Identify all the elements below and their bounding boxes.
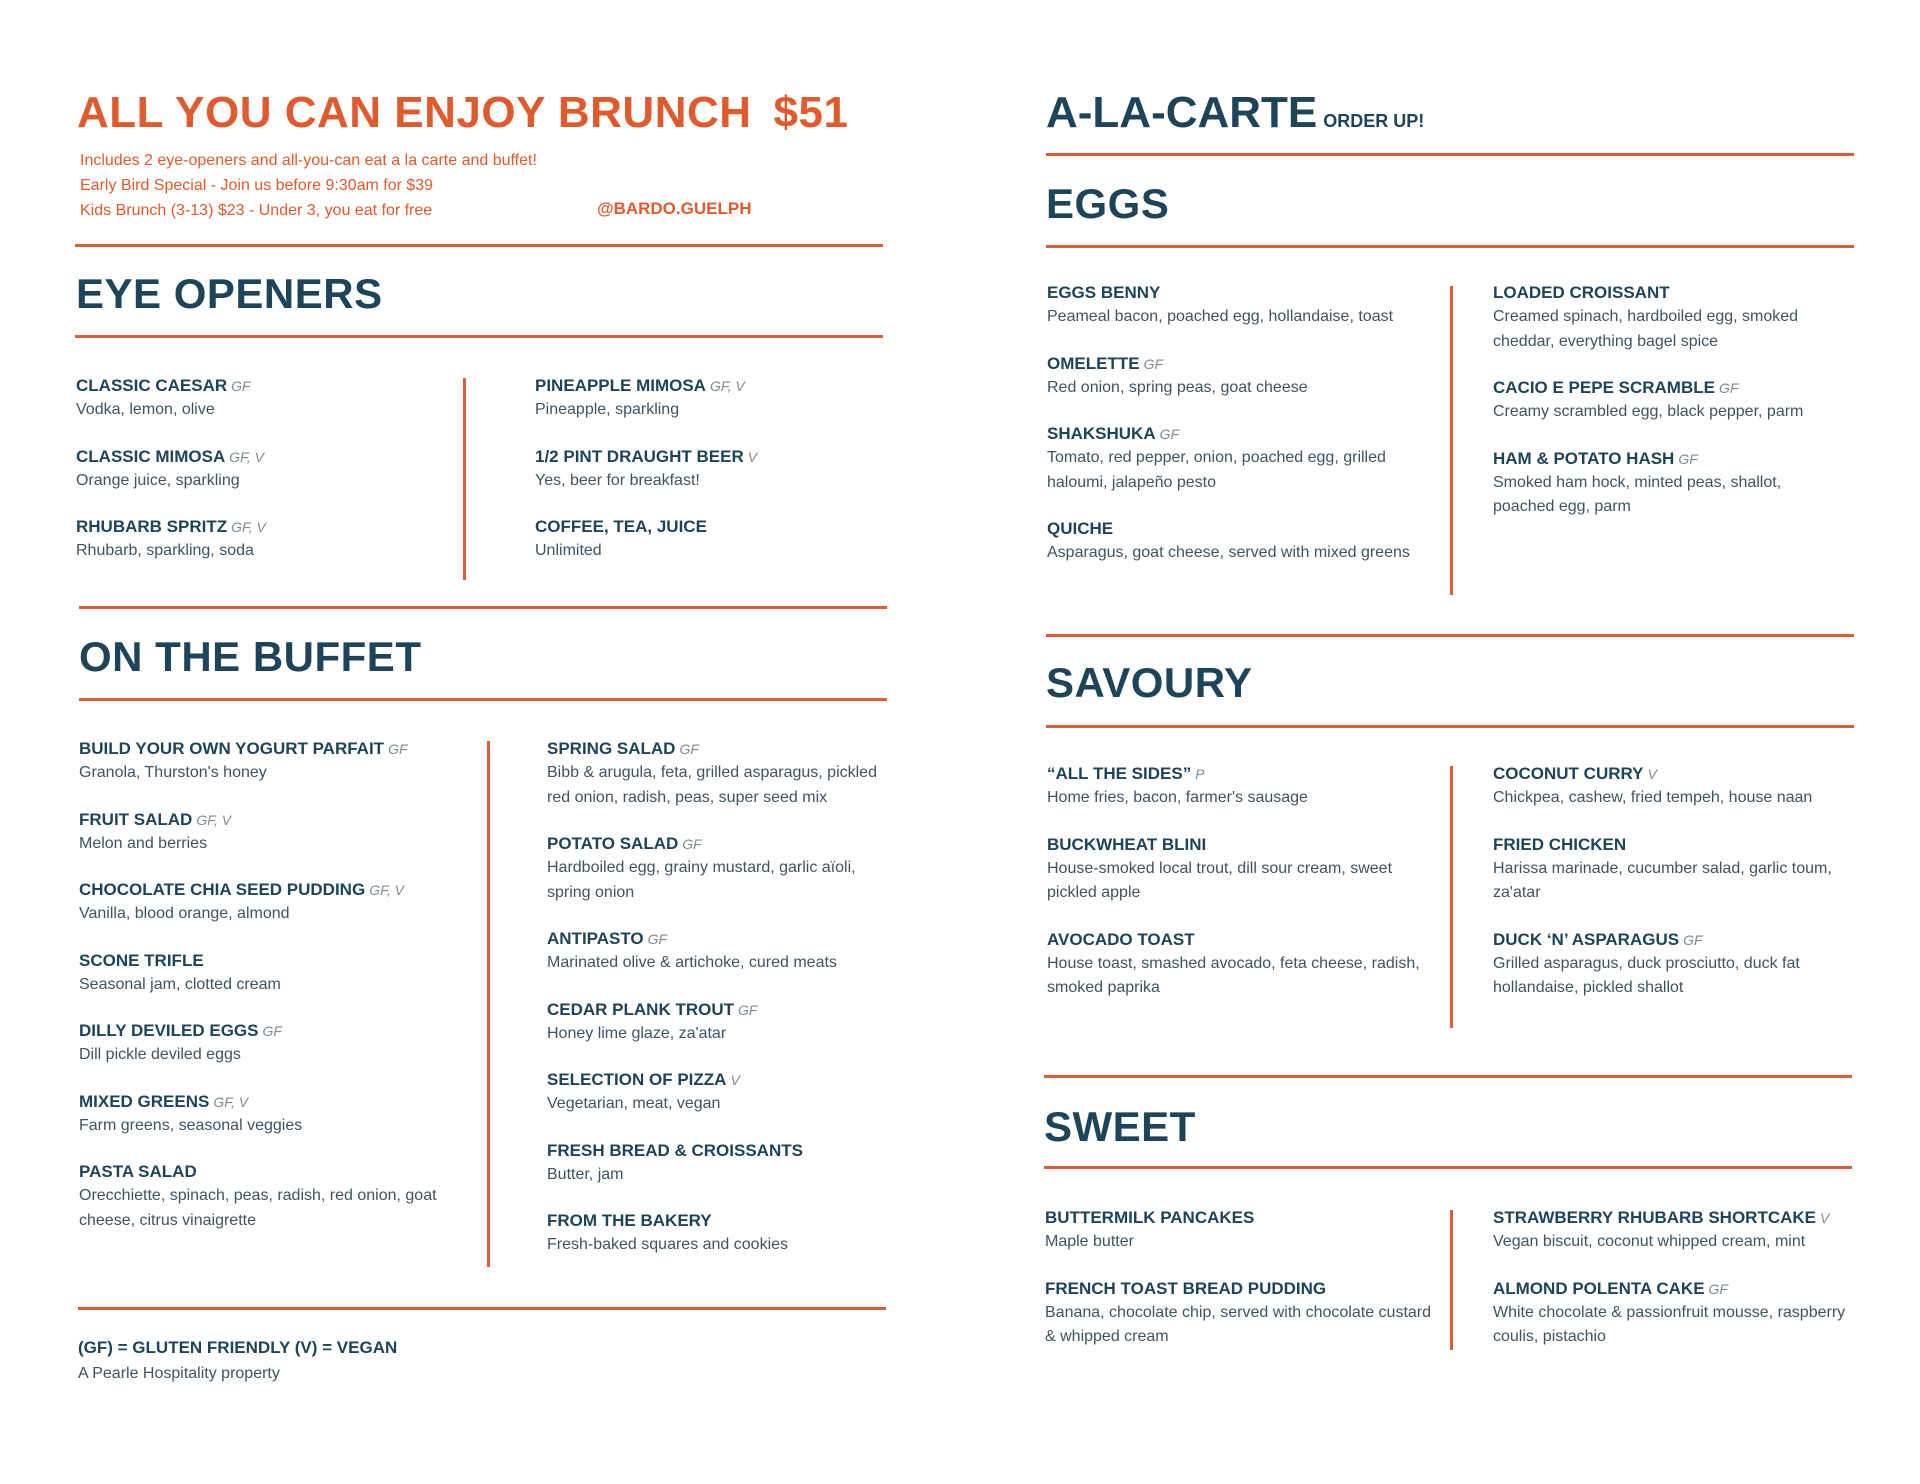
menu-item-description: Vodka, lemon, olive [76,401,215,418]
column-divider [463,378,466,580]
divider [1044,1075,1852,1078]
dietary-tag: GF, V [369,882,404,898]
menu-item [1493,447,1833,520]
menu-item-name [1047,762,1437,786]
eggs-right [1493,281,1833,542]
dietary-tag: GF [1708,1280,1728,1297]
menu-item-name [535,445,905,469]
menu-item-name [1047,281,1437,305]
menu-item-description: Red onion, spring peas, goat cheese [1047,378,1308,396]
brunch-title-text: ALL YOU CAN ENJOY BRUNCH [77,88,752,137]
menu-item-description: Tomato, red pepper, onion, poached egg, grilled haloumi, jalapeño pesto [1047,449,1386,491]
menu-item-name [1047,928,1437,952]
divider [79,606,887,609]
menu-item [79,878,489,927]
dietary-tag: GF [262,1023,282,1039]
menu-item-description: Rhubarb, sparkling, soda [76,542,254,559]
menu-item-description: Creamed spinach, hardboiled egg, smoked cheddar, everything bagel spice [1493,308,1799,350]
menu-item-description: Granola, Thurston's honey [79,764,267,781]
section-title-eggs: EGGS [1046,180,1170,227]
menu-item-title: DUCK ‘N’ ASPARAGUS [1493,929,1680,949]
menu-item-title: COFFEE, TEA, JUICE [535,517,707,536]
menu-item-name [1493,1277,1853,1301]
menu-item-title: FROM THE BAKERY [547,1211,712,1230]
property-credit: A Pearle Hospitality property [78,1365,280,1382]
menu-item-title: CLASSIC MIMOSA [76,446,226,466]
menu-item-description: Yes, beer for breakfast! [535,471,700,489]
dietary-tag: GF [1678,450,1698,467]
column-divider [1450,286,1453,595]
dietary-tag: GF [679,741,699,757]
dietary-tag: GF, V [196,811,232,828]
menu-item-title: “ALL THE SIDES” [1047,764,1192,783]
menu-item-title: FRUIT SALAD [79,809,193,829]
dietary-tag: P [1195,766,1205,782]
sweet-left [1045,1206,1435,1372]
dietary-tag: GF [647,931,668,947]
intro-line: Early Bird Special - Join us before 9:30am for $39 [80,177,434,194]
menu-item-description: Vegetarian, meat, vegan [547,1095,721,1112]
brunch-price: $51 [773,88,849,137]
section-title-eye-openers: EYE OPENERS [76,270,383,317]
menu-item-title: ALMOND POLENTA CAKE [1493,1278,1705,1298]
menu-item-name [1493,762,1833,786]
menu-item [547,832,887,905]
menu-item-title: PINEAPPLE MIMOSA [535,376,706,395]
menu-item-name [79,808,489,832]
menu-item-name [535,374,905,398]
menu-item [1493,281,1833,354]
dietary-tag: GF [1718,380,1739,396]
menu-item-description: Harissa marinade, cucumber salad, garlic toum, za'atar [1493,859,1832,901]
menu-item [547,1139,887,1188]
savoury-left [1047,762,1437,1023]
menu-item-title: BUCKWHEAT BLINI [1047,834,1207,854]
menu-item-name [547,1139,887,1163]
dietary-tag: GF [682,836,702,852]
menu-item-name [547,1068,887,1092]
menu-item-description: Smoked ham hock, minted peas, shallot, poached egg, parm [1493,473,1782,515]
menu-item [535,515,905,564]
divider [75,244,883,247]
menu-item [1493,376,1833,425]
menu-item-title: CACIO E PEPE SCRAMBLE [1493,378,1715,397]
divider [78,1307,886,1310]
menu-item [1493,1277,1853,1350]
column-divider [1450,1210,1453,1350]
section-title-savoury: SAVOURY [1046,659,1253,706]
menu-item-description: Pineapple, sparkling [535,401,680,418]
menu-item-name [79,737,489,761]
menu-item [535,374,905,423]
menu-item [1047,762,1437,811]
menu-item-name [1047,352,1437,376]
menu-item [547,927,887,976]
menu-item-description: White chocolate & passionfruit mousse, raspberry coulis, pistachio [1493,1303,1846,1345]
menu-item-name [547,927,887,951]
menu-item-title: PASTA SALAD [79,1162,197,1181]
menu-item-title: CLASSIC CAESAR [76,376,228,395]
divider [75,335,883,338]
menu-item-name [76,515,446,539]
menu-item [1493,762,1833,811]
menu-item-title: LOADED CROISSANT [1493,283,1670,302]
menu-item-description: Orecchiette, spinach, peas, radish, red onion, goat cheese, citrus vinaigrette [79,1187,437,1229]
menu-item-description: Vanilla, blood orange, almond [79,905,290,922]
menu-item [547,1209,887,1258]
menu-item-description: Asparagus, goat cheese, served with mixed greens [1047,544,1410,561]
menu-item-title: EGGS BENNY [1047,283,1161,302]
dietary-tag: V [1647,766,1657,782]
menu-item-name [547,998,887,1022]
menu-item [79,808,489,857]
menu-item-name [79,1090,489,1114]
menu-item-name [79,1019,489,1043]
menu-item-title: HAM & POTATO HASH [1493,448,1675,468]
menu-item-name [79,878,489,902]
dietary-tag: GF [388,741,408,757]
menu-item-name [79,949,489,973]
menu-item-description: Fresh-baked squares and cookies [547,1236,789,1253]
menu-item [79,1160,489,1233]
menu-item-name [535,515,905,539]
menu-item-description: Banana, chocolate chip, served with chocolate custard & whipped cream [1045,1303,1432,1345]
menu-item-name [1047,833,1437,857]
dietary-tag: GF [1143,355,1164,372]
menu-item-title: 1/2 PINT DRAUGHT BEER [535,446,744,466]
intro-line: Includes 2 eye-openers and all-you-can eat a la carte and buffet! [80,152,537,169]
dietary-tag: GF, V [231,519,266,535]
menu-item-name [1493,1206,1853,1230]
menu-item-title: DILLY DEVILED EGGS [79,1021,259,1040]
instagram-handle: @BARDO.GUELPH [597,199,752,218]
menu-item-description: Creamy scrambled egg, black pepper, parm [1493,403,1804,420]
menu-item [1045,1277,1435,1350]
menu-item [1047,352,1437,401]
menu-item [1047,928,1437,1001]
menu-item-title: BUILD YOUR OWN YOGURT PARFAIT [79,739,385,758]
menu-item-title: SHAKSHUKA [1047,424,1156,443]
menu-item [1493,833,1833,906]
menu-item-name [1047,422,1437,446]
brunch-intro [80,148,537,223]
divider [1044,1166,1852,1169]
menu-item-name [547,737,887,761]
alacarte-title [1046,88,1424,138]
menu-item-name [1493,281,1833,305]
menu-item [535,445,905,494]
menu-item-description: Bibb & arugula, feta, grilled asparagus, pickled red onion, radish, peas, super seed mix [547,764,877,806]
menu-item-title: QUICHE [1047,519,1114,538]
divider [79,698,887,701]
menu-item-description: Hardboiled egg, grainy mustard, garlic aïoli, spring onion [547,859,856,901]
menu-item [79,737,489,786]
dietary-tag: GF [1683,931,1703,948]
menu-item-description: House toast, smashed avocado, feta cheese, radish, smoked paprika [1047,954,1420,996]
eggs-left [1047,281,1437,588]
menu-item-name [1493,447,1833,471]
menu-item-name [1047,517,1437,541]
divider [1046,634,1854,637]
menu-item-title: FRESH BREAD & CROISSANTS [547,1140,803,1160]
buffet-right [547,737,887,1280]
menu-item-name [1493,376,1833,400]
menu-item-title: CEDAR PLANK TROUT [547,999,734,1019]
dietary-tag: GF, V [709,378,745,394]
column-divider [1450,766,1453,1028]
menu-item-title: ANTIPASTO [547,929,644,948]
menu-item-description: Marinated olive & artichoke, cured meats [547,954,837,971]
menu-item-description: Seasonal jam, clotted cream [79,975,281,993]
menu-item-name [547,832,887,856]
column-divider [487,741,490,1267]
menu-item [1493,928,1833,1001]
menu-item-name [79,1160,489,1184]
menu-item-title: COCONUT CURRY [1493,764,1644,783]
menu-item-title: MIXED GREENS [79,1091,210,1111]
menu-item [1047,281,1437,330]
menu-item-title: BUTTERMILK PANCAKES [1045,1208,1255,1227]
menu-item-title: RHUBARB SPRITZ [76,517,228,536]
menu-item [1493,1206,1853,1255]
menu-item [76,515,446,564]
menu-item-description: Vegan biscuit, coconut whipped cream, mint [1493,1233,1806,1250]
menu-item [79,949,489,998]
sweet-right [1493,1206,1853,1372]
menu-item-title: AVOCADO TOAST [1047,929,1195,949]
menu-item-name [76,445,446,469]
menu-item [1047,833,1437,906]
dietary-tag: V [1820,1210,1830,1226]
menu-item [547,737,887,810]
dietary-legend: (GF) = GLUTEN FRIENDLY (V) = VEGAN [78,1338,398,1357]
menu-item-name [1045,1277,1435,1301]
menu-item-title: CHOCOLATE CHIA SEED PUDDING [79,880,366,899]
menu-item [79,1019,489,1068]
menu-item-title: SCONE TRIFLE [79,950,204,970]
dietary-tag: V [747,448,758,465]
eye-openers-left [76,374,446,586]
menu-item-description: Chickpea, cashew, fried tempeh, house naan [1493,789,1813,806]
menu-item [1047,422,1437,495]
menu-item-description: Maple butter [1045,1233,1134,1250]
menu-item-description: Melon and berries [79,834,208,852]
menu-item-description: Grilled asparagus, duck prosciutto, duck fat hollandaise, pickled shallot [1493,954,1800,996]
menu-item-description: House-smoked local trout, dill sour cream, sweet pickled apple [1047,859,1393,901]
menu-item-description: Peameal bacon, poached egg, hollandaise, toast [1047,308,1394,325]
intro-line: Kids Brunch (3-13) $23 - Under 3, you eat for free [80,202,433,219]
menu-item-title: SELECTION OF PIZZA [547,1070,727,1089]
divider [1046,153,1854,156]
savoury-right [1493,762,1833,1023]
alacarte-title-text: A-LA-CARTE [1046,88,1318,137]
menu-item [76,445,446,494]
menu-item [1047,517,1437,566]
menu-item-description: Honey lime glaze, za'atar [547,1024,727,1042]
dietary-tag: GF [1159,426,1180,442]
menu-item-title: OMELETTE [1047,353,1140,373]
menu-item-description: Butter, jam [547,1165,624,1183]
menu-item [76,374,446,423]
dietary-tag: GF, V [229,448,264,465]
menu-item-description: Unlimited [535,542,602,559]
menu-item-name [1493,928,1833,952]
menu-item-description: Home fries, bacon, farmer's sausage [1047,789,1308,806]
alacarte-subtitle: ORDER UP! [1323,111,1425,131]
menu-item-name [76,374,446,398]
menu-item [547,998,887,1047]
divider [1046,245,1854,248]
menu-item-title: FRIED CHICKEN [1493,834,1627,854]
menu-item-description: Dill pickle deviled eggs [79,1046,241,1063]
menu-item [79,1090,489,1139]
menu-item-title: STRAWBERRY RHUBARB SHORTCAKE [1493,1208,1817,1227]
menu-item-title: SPRING SALAD [547,739,676,758]
menu-item-name [1045,1206,1435,1230]
menu-item-title: POTATO SALAD [547,834,679,853]
menu-item-description: Farm greens, seasonal veggies [79,1116,303,1134]
dietary-tag: GF [231,378,251,394]
section-title-sweet: SWEET [1044,1103,1196,1150]
divider [1046,725,1854,728]
menu-item [547,1068,887,1117]
section-title-buffet: ON THE BUFFET [79,633,422,680]
eye-openers-right [535,374,905,586]
dietary-tag: GF, V [213,1093,249,1110]
menu-item-name [1493,833,1833,857]
buffet-left [79,737,489,1255]
dietary-tag: GF [738,1001,758,1018]
brunch-title [77,88,848,138]
menu-item [1045,1206,1435,1255]
dietary-tag: V [730,1072,740,1088]
menu-item-description: Orange juice, sparkling [76,471,240,489]
menu-item-title: FRENCH TOAST BREAD PUDDING [1045,1278,1327,1298]
menu-item-name [547,1209,887,1233]
